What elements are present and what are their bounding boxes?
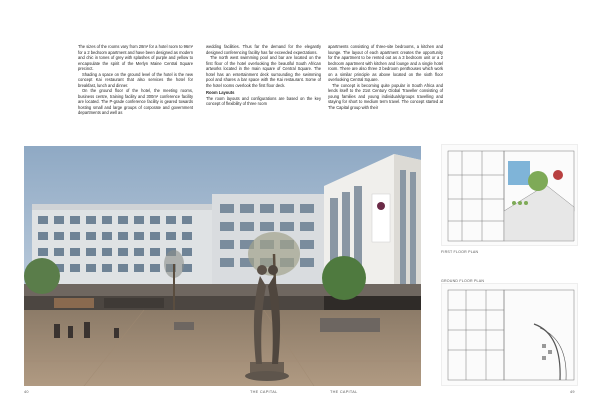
ground-floor-drawing bbox=[442, 284, 578, 386]
pool bbox=[508, 161, 530, 185]
section-heading: Room Layouts bbox=[206, 90, 235, 95]
paragraph: The room layouts and configurations are based on the key concept of flexibility of three room bbox=[206, 95, 321, 106]
text-column-2 bbox=[206, 44, 321, 107]
ground-floor-plan bbox=[441, 283, 578, 386]
page-number-right: 49 bbox=[570, 390, 575, 394]
text-column-3 bbox=[328, 44, 443, 110]
hotel-illustration bbox=[24, 146, 421, 386]
planter bbox=[174, 322, 194, 330]
paragraph: On the ground floor of the hotel, the meeting rooms, business centre, training facility and 300m² conference facility are located. The P-grade conference facility is geared towards hosting small and large groups of corporate and government departments and well as bbox=[78, 88, 193, 115]
first-floor-plan bbox=[441, 144, 578, 246]
running-footer-left: THE CAPITAL bbox=[250, 390, 278, 394]
logo-icon bbox=[377, 202, 385, 210]
plan-caption: FIRST FLOOR PLAN bbox=[441, 250, 479, 254]
paragraph: Shading a space on the ground level of the hotel is the new concept Kai restaurant that also services the hotel for breakfast, lunch and dinner. bbox=[78, 71, 193, 88]
paragraph: wedding facilities. Thus far the demand for the elegantly designed conferencing facility has far exceeded expectations. bbox=[206, 44, 321, 55]
paragraph: The concept is becoming quite popular in South Africa and lends itself to the 21st Century Global Traveller consisting of young families and young individuals/groups travelling and staying for short to medium term travel. The concept started at The Capital group with their bbox=[328, 82, 443, 110]
paragraph: The north west swimming pool and bar are located on the first floor of the hotel overlooking the beautiful South African artworks located in the main square of Central Square. The hotel has an entertainment deck surrounding the swimming pool and shares a bar space with the Kai restaurant. Some of the hotel rooms overlook the first floor deck. bbox=[206, 55, 321, 88]
planter bbox=[320, 318, 380, 332]
page-number-left: 40 bbox=[24, 390, 29, 394]
garden bbox=[528, 171, 548, 191]
first-floor-drawing bbox=[442, 145, 578, 246]
paragraph: apartments consisting of three-site bedrooms, a kitchen and lounge. The layout of each apartment creates the opportunity for the apartment to be rented out as a 3 bedroom unit or a 2 bedroom apartment with kitchen and lounge and a single hotel room. There are also three 3 bedroom penthouses which work on a similar principle as above located on the sixth floor overlooking Central Square. bbox=[328, 44, 443, 82]
hotel-photo bbox=[24, 146, 421, 386]
paragraph: The sizes of the rooms vary from 28m² for a hotel room to 96m² for a 2 bedroom apartment and have been designed as modern and chic in tones of grey with splashes of purple and yellow to encapsulate the spirit of the Merlyn Maine Central Square precinct. bbox=[78, 44, 193, 71]
text-column-1 bbox=[78, 44, 193, 116]
running-footer-right: THE CAPITAL bbox=[330, 390, 358, 394]
plan-caption: GROUND FLOOR PLAN bbox=[441, 279, 485, 283]
